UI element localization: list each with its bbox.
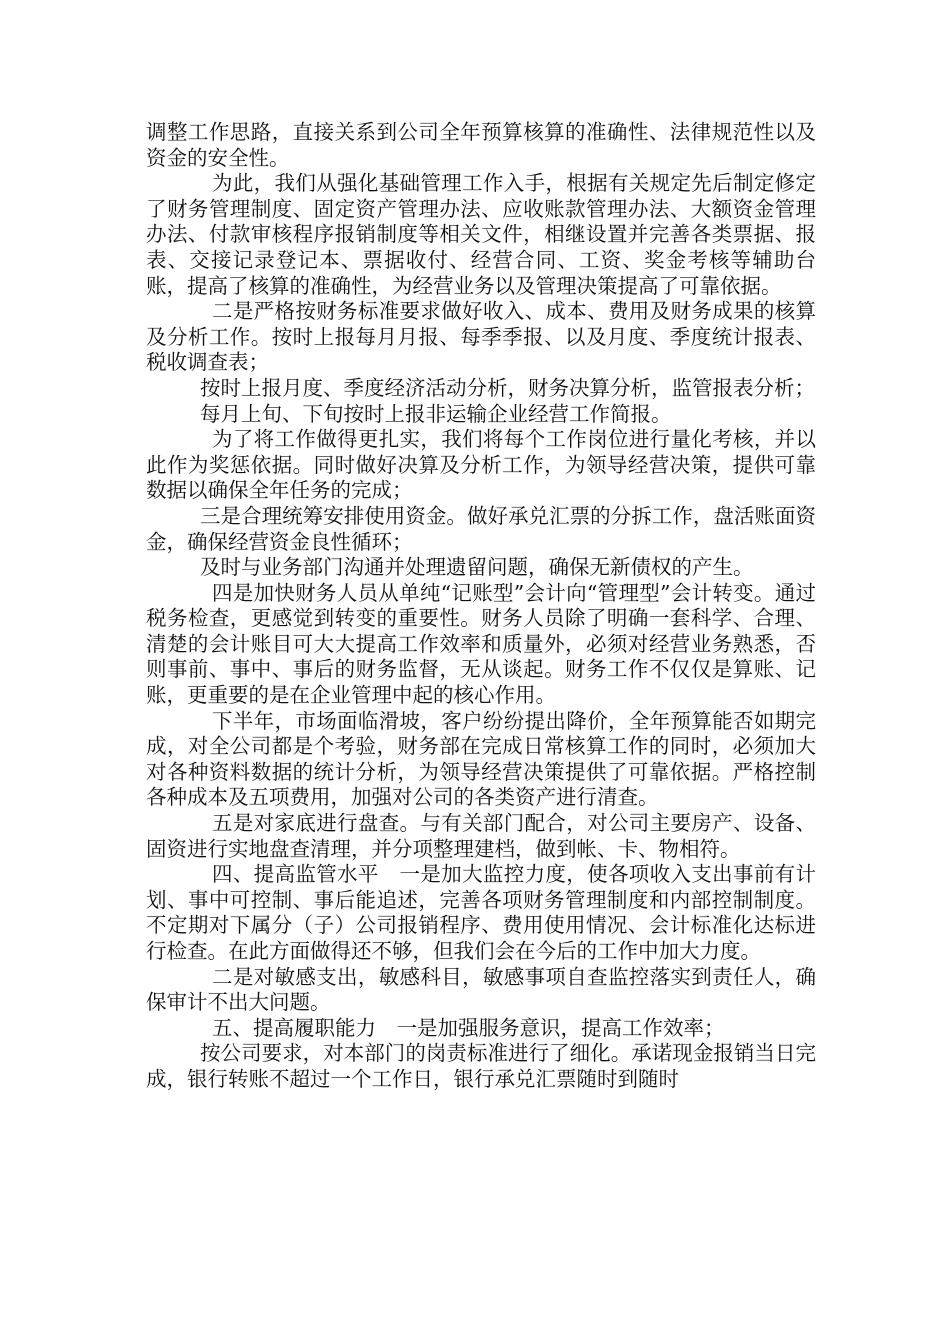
paragraph-13: 二是对敏感支出，敏感科目，敏感事项自查监控落实到责任人，确保审计不出大问题。 xyxy=(146,964,816,1015)
paragraph-4: 按时上报月度、季度经济活动分析，财务决算分析，监管报表分析； xyxy=(200,375,815,400)
paragraph-15: 按公司要求，对本部门的岗责标准进行了细化。承诺现金报销当日完成，银行转账不超过一个工作日，银行承兑汇票随时到随时 xyxy=(146,1041,816,1091)
paragraph-12: 四、提高监管水平 一是加大监控力度，使各项收入支出事前有计划、事中可控制、事后能追述，完善各项财务管理制度和内部控制制度。不定期对下属分（子）公司报销程序、费用使用情况、会计标准化达标进行检查。在此方面做得还不够，但我们会在今后的工作中加大力度。 xyxy=(146,862,816,963)
paragraph-3: 二是严格按财务标准要求做好收入、成本、费用及财务成果的核算及分析工作。按时上报每月月报、每季季报、以及月度、季度统计报表、税收调查表； xyxy=(146,299,816,375)
paragraph-1: 调整工作思路，直接关系到公司全年预算核算的准确性、法律规范性以及资金的安全性。 xyxy=(146,120,816,170)
document-page xyxy=(146,120,816,1093)
paragraph-6: 为了将工作做得更扎实，我们将每个工作岗位进行量化考核，并以此作为奖惩依据。同时做好决算及分析工作，为领导经营决策，提供可靠数据以确保全年任务的完成； xyxy=(146,427,816,503)
paragraph-10: 下半年，市场面临滑坡，客户纷纷提出降价，全年预算能否如期完成，对全公司都是个考验，财务部在完成日常核算工作的同时，必须加大对各种资料数据的统计分析，为领导经营决策提供了可靠依据。严格控制各种成本及五项费用，加强对公司的各类资产进行清查。 xyxy=(146,708,816,810)
paragraph-8: 及时与业务部门沟通并处理遗留问题，确保无新债权的产生。 xyxy=(200,555,754,580)
paragraph-14: 五、提高履职能力 一是加强服务意识，提高工作效率； xyxy=(212,1015,725,1040)
paragraph-11: 五是对家底进行盘查。与有关部门配合，对公司主要房产、设备、固资进行实地盘查清理，并分项整理建档，做到帐、卡、物相符。 xyxy=(146,811,816,861)
paragraph-2: 为此，我们从强化基础管理工作入手，根据有关规定先后制定修定了财务管理制度、固定资产管理办法、应收账款管理办法、大额资金管理办法、付款审核程序报销制度等相关文件，相继设置并完善各类票据、报表、交接记录登记本、票据收付、经营合同、工资、奖金考核等辅助台账，提高了核算的准确性，为经营业务以及管理决策提高了可靠依据。 xyxy=(146,171,816,298)
paragraph-5: 每月上旬、下旬按时上报非运输企业经营工作简报。 xyxy=(200,401,672,426)
paragraph-7: 三是合理统筹安排使用资金。做好承兑汇票的分拆工作，盘活账面资金，确保经营资金良性循环； xyxy=(146,503,816,554)
paragraph-9: 四是加快财务人员从单纯“记账型”会计向“管理型”会计转变。通过税务检查，更感觉到转变的重要性。财务人员除了明确一套科学、合理、清楚的会计账目可大大提高工作效率和质量外，必须对经营业务熟悉，否则事前、事中、事后的财务监督，无从谈起。财务工作不仅仅是算账、记账，更重要的是在企业管理中起的核心作用。 xyxy=(146,580,816,708)
